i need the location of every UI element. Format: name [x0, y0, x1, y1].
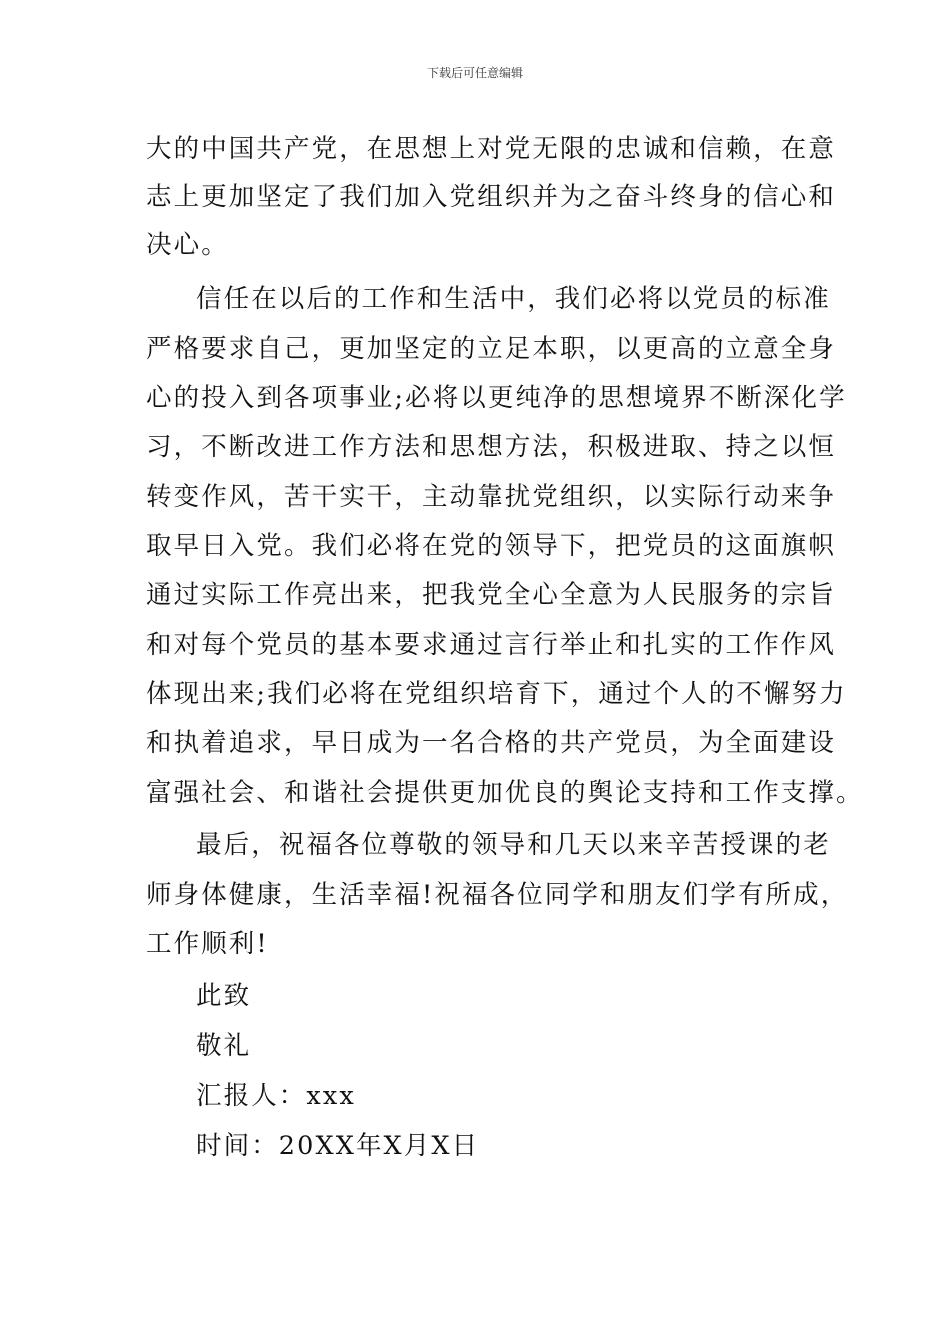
body-line: 心的投入到各项事业;必将以更纯净的思想境界不断深化学	[146, 383, 847, 413]
body-line: 决心。	[146, 230, 229, 260]
body-line: 和执着追求，早日成为一名合格的共产党员，为全面建设	[146, 728, 837, 758]
body-line: 通过实际工作亮出来，把我党全心全意为人民服务的宗旨	[146, 580, 837, 610]
reporter-line: 汇报人：xxx	[196, 1081, 356, 1111]
closing-line: 此致	[196, 981, 252, 1011]
body-line: 习，不断改进工作方法和思想方法，积极进取、持之以恒	[146, 432, 837, 462]
body-line: 信任在以后的工作和生活中，我们必将以党员的标准	[196, 284, 831, 314]
body-line: 严格要求自己，更加坚定的立足本职，以更高的立意全身	[146, 334, 837, 364]
date-line: 时间：20XX年X月X日	[196, 1131, 480, 1161]
body-line: 工作顺利!	[146, 929, 269, 959]
body-line: 富强社会、和谐社会提供更加优良的舆论支持和工作支撑。	[146, 778, 864, 808]
body-line: 取早日入党。我们必将在党的领导下，把党员的这面旗帜	[146, 531, 837, 561]
body-line: 体现出来;我们必将在党组织培育下，通过个人的不懈努力	[146, 679, 847, 709]
body-line: 大的中国共产党，在思想上对党无限的忠诚和信赖，在意	[146, 134, 837, 164]
closing-line: 敬礼	[196, 1031, 252, 1061]
body-line: 志上更加坚定了我们加入党组织并为之奋斗终身的信心和	[146, 182, 837, 212]
body-line: 最后，祝福各位尊敬的领导和几天以来辛苦授课的老	[196, 830, 831, 860]
body-line: 师身体健康，生活幸福!祝福各位同学和朋友们学有所成，	[146, 880, 849, 910]
body-line: 转变作风，苦干实干，主动靠扰党组织，以实际行动来争	[146, 482, 837, 512]
body-line: 和对每个党员的基本要求通过言行举止和扎实的工作作风	[146, 630, 837, 660]
page-header: 下载后可任意编辑	[426, 66, 523, 80]
